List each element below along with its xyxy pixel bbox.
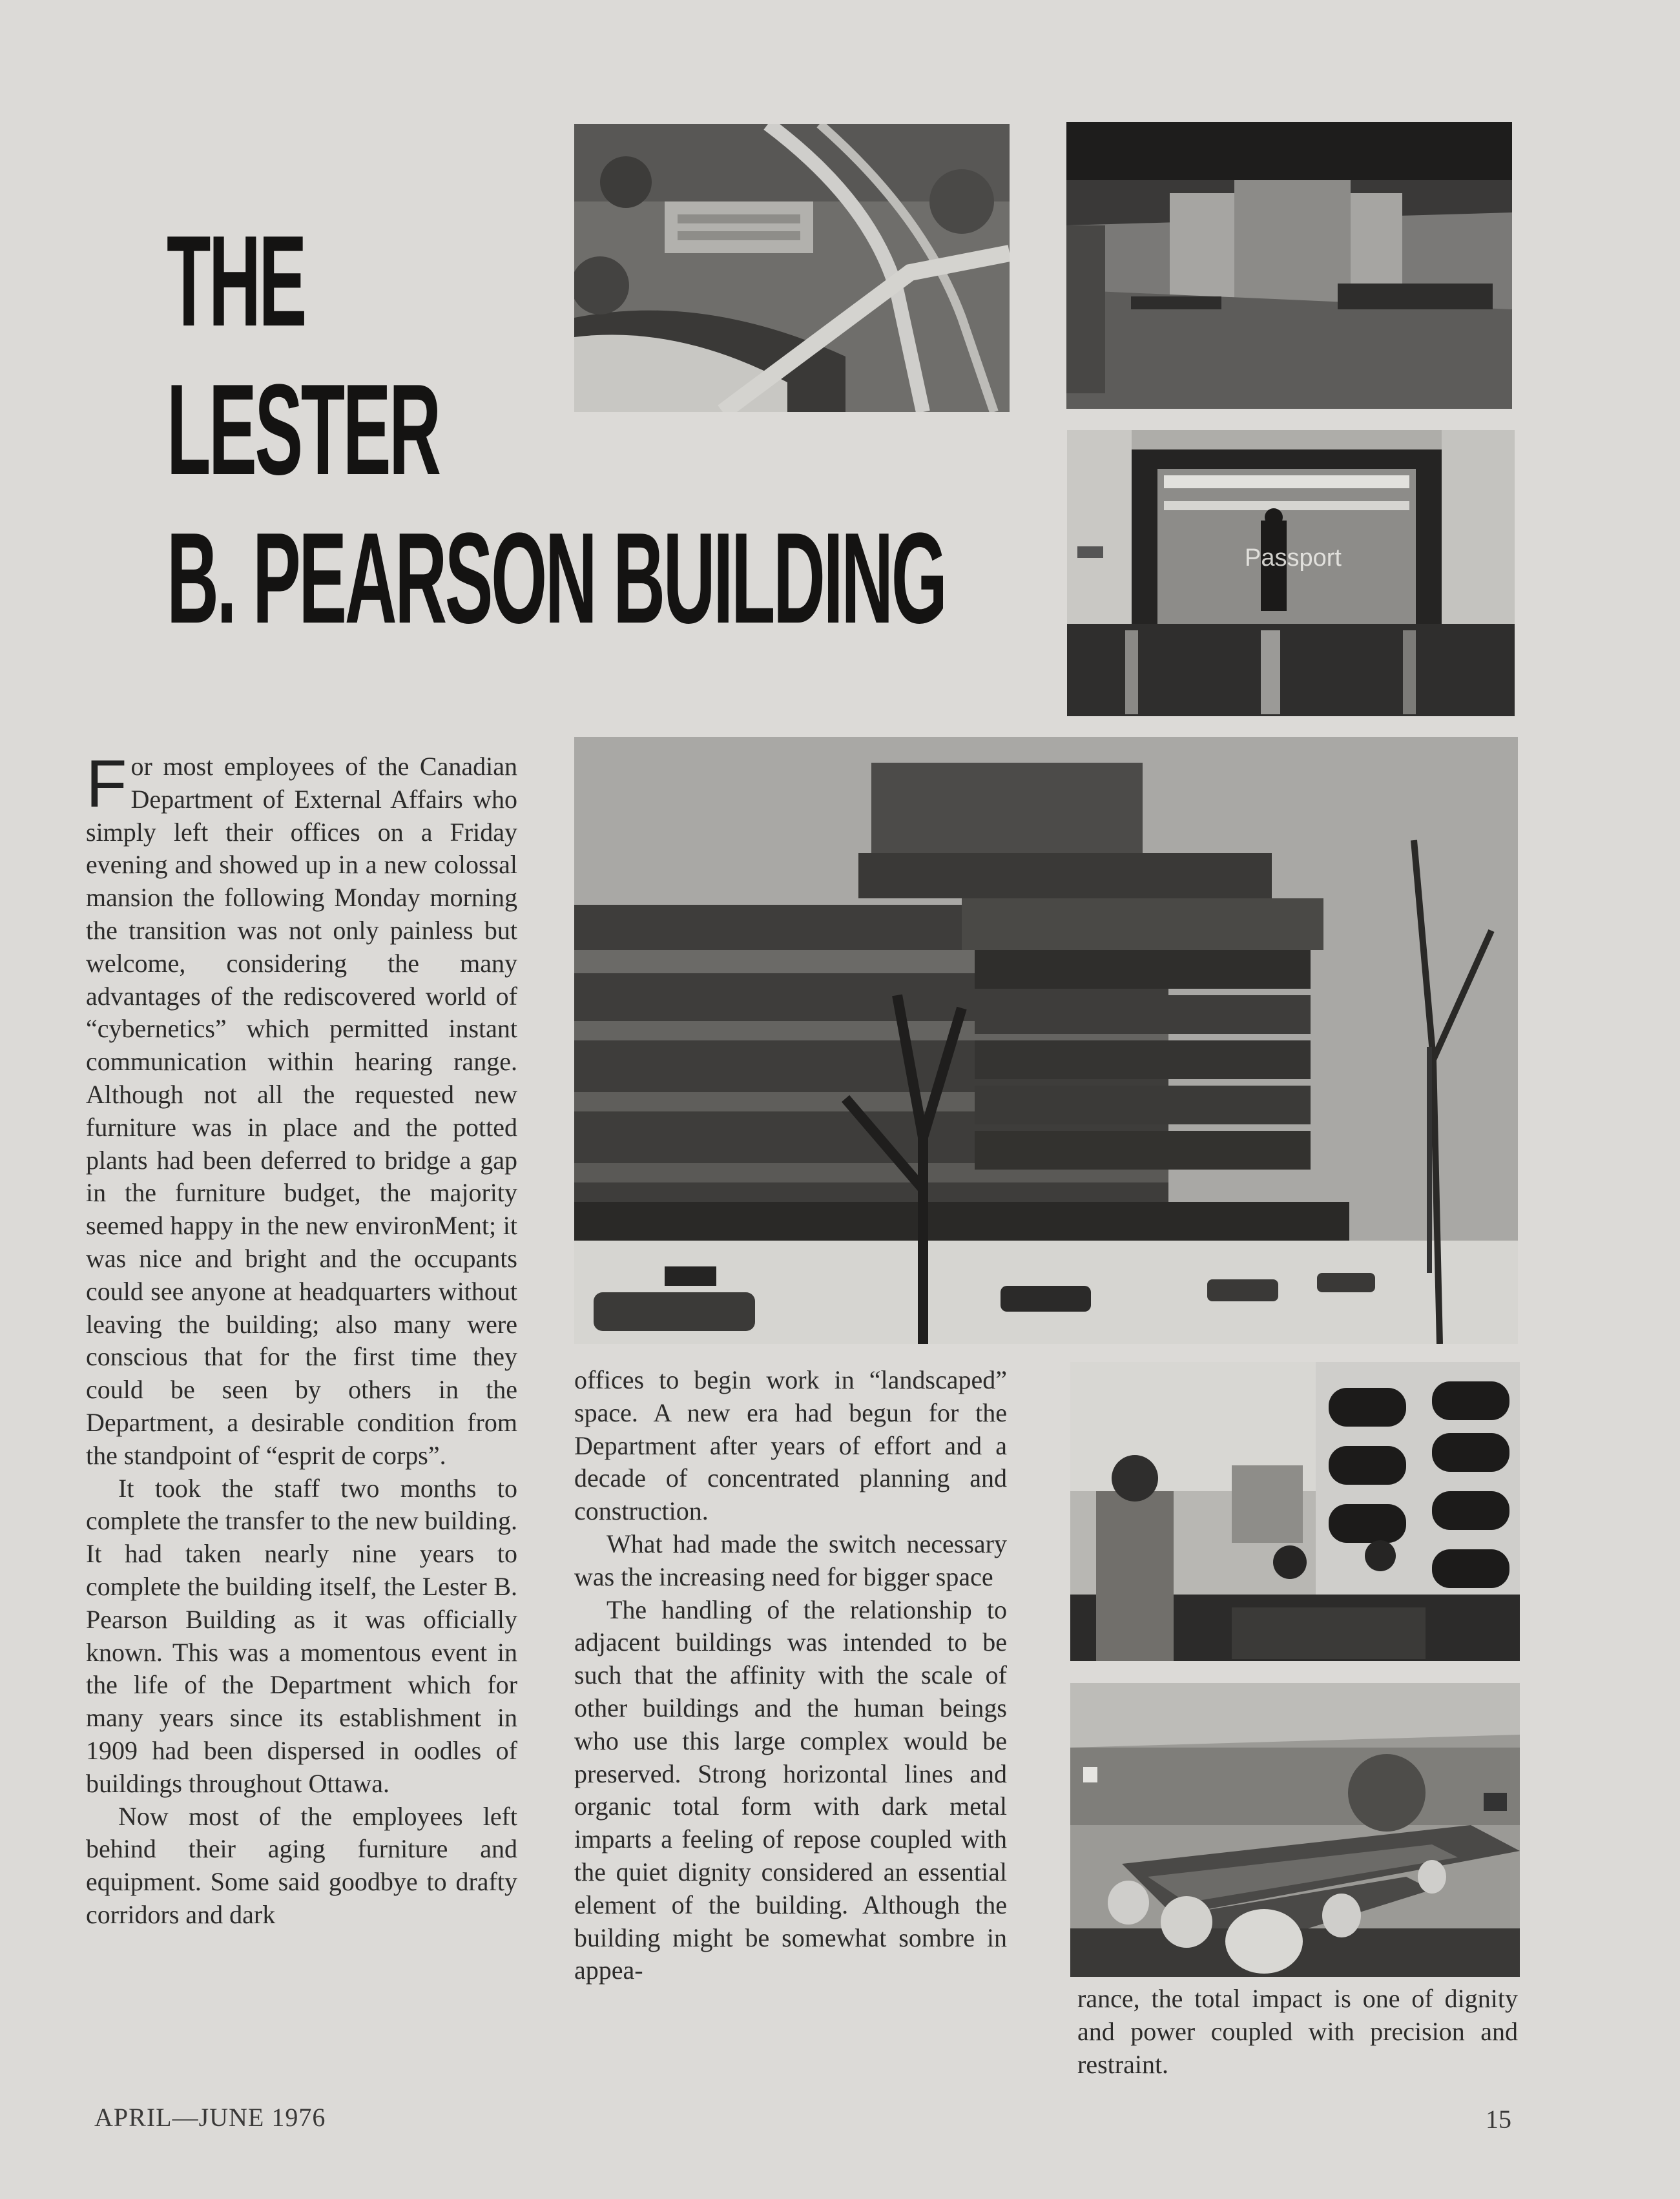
- title-line-3: B. PEARSON BUILDING: [167, 506, 946, 650]
- paragraph: It took the staff two months to complete the transfer to the new building. It had taken nearly nine years to complete the building itself, the Lester B. Pearson Building as it was officially known. This was a momentous event in the life of the Department which for many years since its establishment in 1909 had been dispersed in oodles of buildings throughout Ottawa.: [86, 1473, 517, 1798]
- reception-desk-photo: [1070, 1362, 1520, 1661]
- passport-office-photo: [1067, 430, 1515, 716]
- page-number: 15: [1486, 2105, 1511, 2134]
- paragraph: The handling of the relationship to adjacent buildings was intended to be such that the affinity with the scale of other buildings and the human beings who use this large complex would be preserved. Strong horizontal lines and organic total form with dark metal imparts a feeling of repose coupled with the quiet dignity considered an essential element of the building. Although the building might be somewhat sombre in appea-: [574, 1595, 1007, 1985]
- article-column-3: [1077, 1983, 1518, 2081]
- lobby-interior-photo: [1066, 122, 1512, 409]
- paragraph: offices to begin work in “landscaped” space. A new era had begun for the Department after years of effort and a decade of concentrated planning and construction.: [574, 1365, 1007, 1526]
- article-column-2: [574, 1364, 1007, 1987]
- paragraph: [86, 747, 517, 1472]
- building-exterior-photo: [574, 737, 1518, 1344]
- aerial-view-photo: [574, 124, 1010, 412]
- paragraph-text: or most employees of the Canadian Department of External Affairs who simply left their offices on a Friday evening and showed up in a new colossal mansion the following Monday morning the transition was not only painless but welcome, considering the many advantages of the rediscovered world of “cybernetics” which permitted instant communication within hearing range. Although not all the requested new furniture was in place and the potted plants had been deferred to bridge a gap in the furniture budget, the majority seemed happy in the new environMent; it was nice and bright and the occupants could see anyone at headquarters without leaving the building; also many were conscious that for the first time they could be seen by others in the Department, a desirable condition from the standpoint of “esprit de corps”.: [86, 752, 517, 1470]
- paragraph: Now most of the employees left behind their aging furniture and equipment. Some said goodbye to drafty corridors and dark: [86, 1801, 517, 1929]
- issue-date: APRIL—JUNE 1976: [94, 2103, 326, 2132]
- article-column-1: [86, 747, 517, 1932]
- paragraph: What had made the switch necessary was the increasing need for bigger space: [574, 1529, 1007, 1591]
- paragraph: rance, the total impact is one of dignity and power coupled with precision and restraint.: [1077, 1984, 1518, 2079]
- title-line-2: LESTER: [167, 358, 439, 502]
- conference-room-photo: [1070, 1683, 1520, 1977]
- title-line-1: THE: [167, 209, 305, 353]
- passport-sign: Passport: [1245, 544, 1342, 572]
- drop-cap: F: [86, 747, 127, 821]
